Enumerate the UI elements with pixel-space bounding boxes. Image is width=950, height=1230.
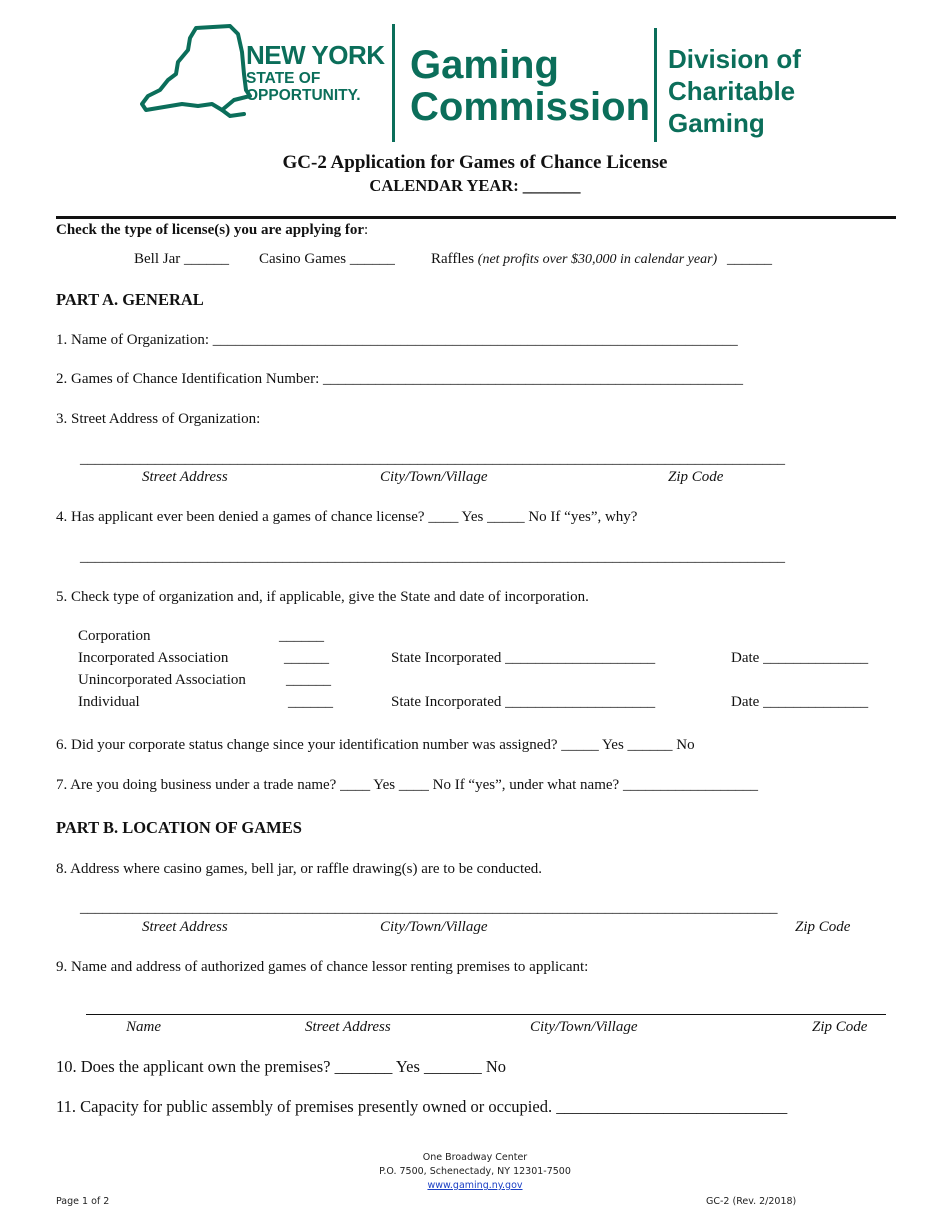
q8-address-line[interactable]: _____________________________________________________________________________________________ (80, 900, 778, 916)
form-title: GC-2 Application for Games of Chance License (282, 152, 668, 173)
q3-street-address-label: 3. Street Address of Organization: (56, 411, 261, 427)
q10-own-premises[interactable]: 10. Does the applicant own the premises? _______ Yes _______ No (56, 1057, 507, 1076)
footer-page-number: Page 1 of 2 (56, 1196, 110, 1207)
q9-lessor: 9. Name and address of authorized games of chance lessor renting premises to applicant: (56, 959, 589, 975)
q5-state-incorporated-2[interactable]: State Incorporated ____________________ (391, 694, 656, 710)
q4-why-line[interactable]: ______________________________________________________________________________________________ (80, 549, 785, 565)
q5-date-2[interactable]: Date ______________ (731, 694, 869, 710)
license-bell-jar[interactable]: Bell Jar ______ (134, 251, 229, 267)
footer-address-1: One Broadway Center (422, 1152, 528, 1163)
footer-address-2: P.O. 7500, Schenectady, NY 12301-7500 (379, 1166, 571, 1177)
commission-wordmark: Commission (410, 85, 651, 129)
ny-tagline-2: OPPORTUNITY. (246, 87, 361, 104)
ny-wordmark: NEW YORK (246, 40, 385, 70)
new-york-state-outline-icon (138, 24, 254, 118)
q8-conduct-address: 8. Address where casino games, bell jar, or raffle drawing(s) are to be conducted. (56, 861, 543, 877)
license-prompt-text: Check the type of license(s) you are applying for (56, 222, 365, 238)
q8-city-caption: City/Town/Village (380, 919, 488, 935)
q5-corporation-label: Corporation (78, 628, 151, 644)
q5-state-incorporated-1[interactable]: State Incorporated ____________________ (391, 650, 656, 666)
license-prompt-colon: : (364, 222, 369, 238)
q5-unincorporated-blank[interactable]: ______ (286, 672, 331, 688)
q9-street-caption: Street Address (305, 1019, 391, 1035)
q5-individual-blank[interactable]: ______ (288, 694, 333, 710)
license-prompt (56, 222, 368, 239)
q5-incorporated-label: Incorporated Association (78, 650, 229, 666)
footer-website-link[interactable]: www.gaming.ny.gov (427, 1180, 523, 1191)
logo-divider (392, 24, 395, 142)
q5-individual-label: Individual (78, 694, 140, 710)
q3-street-caption: Street Address (142, 469, 228, 485)
q3-address-line[interactable]: ______________________________________________________________________________________________ (80, 451, 785, 467)
q8-zip-caption: Zip Code (795, 919, 851, 935)
license-raffles-label: Raffles (431, 251, 475, 267)
part-a-heading: PART A. GENERAL (56, 290, 204, 309)
q5-organization-type: 5. Check type of organization and, if applicable, give the State and date of incorporation. (56, 589, 589, 605)
footer-revision: GC-2 (Rev. 2/2018) (706, 1196, 797, 1207)
calendar-year: CALENDAR YEAR: _______ (369, 176, 581, 195)
ny-tagline-1: STATE OF (246, 70, 321, 87)
q11-capacity[interactable]: 11. Capacity for public assembly of premises presently owned or occupied. ____________________________ (56, 1097, 788, 1116)
gaming-wordmark: Gaming (410, 43, 559, 87)
q3-zip-caption: Zip Code (668, 469, 724, 485)
q5-date-1[interactable]: Date ______________ (731, 650, 869, 666)
q9-lessor-line[interactable] (86, 1014, 886, 1015)
q1-organization-name[interactable]: 1. Name of Organization: ______________________________________________________________________ (56, 332, 738, 348)
q9-name-caption: Name (126, 1019, 161, 1035)
license-casino-games[interactable]: Casino Games ______ (259, 251, 395, 267)
division-line-1: Division of (668, 44, 801, 74)
q7-trade-name[interactable]: 7. Are you doing business under a trade name? ____ Yes ____ No If “yes”, under what name? __________________ (56, 777, 758, 793)
q5-unincorporated-label: Unincorporated Association (78, 672, 246, 688)
part-b-heading: PART B. LOCATION OF GAMES (56, 818, 302, 837)
q9-zip-caption: Zip Code (812, 1019, 868, 1035)
q5-incorporated-blank[interactable]: ______ (284, 650, 329, 666)
q2-identification-number[interactable]: 2. Games of Chance Identification Number: ________________________________________________________ (56, 371, 743, 387)
q3-city-caption: City/Town/Village (380, 469, 488, 485)
q8-street-caption: Street Address (142, 919, 228, 935)
division-line-3: Gaming (668, 108, 765, 138)
q9-city-caption: City/Town/Village (530, 1019, 638, 1035)
q5-corporation-blank[interactable]: ______ (279, 628, 324, 644)
license-raffles[interactable] (431, 251, 772, 268)
q4-denied-license[interactable]: 4. Has applicant ever been denied a games of chance license? ____ Yes _____ No If “yes”, why? (56, 509, 638, 525)
license-raffles-blank[interactable]: ______ (726, 251, 772, 267)
logo-divider-2 (654, 28, 657, 142)
title-rule (56, 216, 896, 219)
division-line-2: Charitable (668, 76, 796, 106)
license-raffles-note: (net profits over $30,000 in calendar year) (477, 252, 718, 267)
q6-status-change[interactable]: 6. Did your corporate status change since your identification number was assigned? _____ Yes ______ No (56, 737, 695, 753)
